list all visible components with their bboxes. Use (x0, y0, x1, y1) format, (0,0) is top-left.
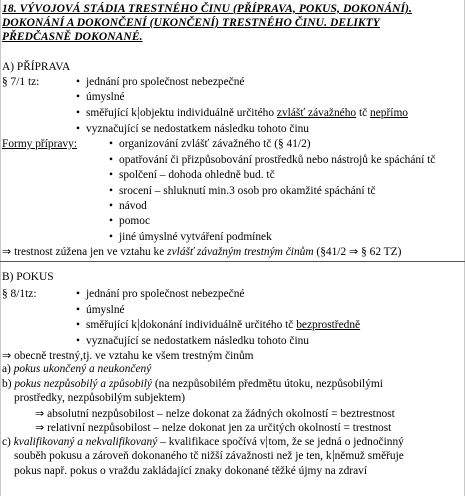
priprava-bullet-3: • směřující k objektu individuálně určitého zvlášť závažného tč nepřímo (86, 107, 408, 120)
title-line-3: PŘEDČASNĚ DOKONANÉ. (2, 31, 143, 43)
pokus-item-b: b) pokus nezpůsobilý a způsobilý (na nezpůsobilém předmětu útoku, nezpůsobilými (2, 378, 383, 390)
page-border-left (0, 0, 1, 496)
arrow-icon: ⇒ (35, 421, 45, 434)
pokus-note: ⇒ obecně trestný,tj. ve vztahu ke všem trestným činům (2, 349, 254, 362)
section-heading-pokus: B) POKUS (2, 271, 54, 283)
pokus-item-b-cont: prostředky, nezpůsobilým subjektem) (14, 392, 186, 404)
forma-5: • návod (119, 200, 147, 213)
arrow-icon: ⇒ (2, 245, 12, 258)
pokus-item-c: c) kvalifikovaný a nekvalifikovaný – kvalifikace spočívá v tom, že se jedná o jednočinný (2, 436, 404, 448)
relativni-nezpusobilost: ⇒ relativní nezpůsobilost – nelze dokonat jen za určitých okolností = trestnost (35, 421, 392, 434)
pokus-bullet-1: • jednání pro společnost nebezpečné (86, 288, 244, 301)
pokus-item-a: a) pokus ukončený a neukončený (2, 363, 152, 375)
forma-7: • jiné úmyslné vytváření podmínek (119, 231, 272, 244)
pokus-item-c-cont-2: pokus např. pokus o vraždu zakládající znaky dokonané těžké újmy na zdraví (14, 465, 367, 477)
arrow-icon: ⇒ (35, 407, 45, 420)
section-divider (0, 261, 465, 262)
forma-4: • srocení – shluknutí min.3 osob pro okamžité spáchání tč (119, 185, 376, 198)
priprava-bullet-1: • jednání pro společnost nebezpečné (86, 76, 244, 89)
arrow-icon: ⇒ (349, 245, 359, 258)
absolutni-nezpusobilost: ⇒ absolutní nezpůsobilost – nelze dokonat za žádných okolností = beztrestnost (35, 407, 395, 420)
arrow-icon: ⇒ (2, 349, 12, 362)
pokus-bullet-4: • vyznačující se nedostatkem následku tohoto činu (86, 335, 309, 348)
priprava-bullet-4: • vyznačující se nedostatkem následku tohoto činu (86, 123, 309, 136)
pokus-item-c-cont-1: souběh pokusu a zároveň dokonaného tč nižší závažnosti než je ten, k němuž směřuje (14, 450, 404, 462)
pokus-bullet-2: • úmyslné (86, 304, 125, 317)
forma-3: • spolčení – dohoda ohledně bud. tč (119, 169, 275, 182)
pokus-paragraph-ref: § 8/1tz: (2, 288, 37, 300)
section-heading-priprava: A) PŘÍPRAVA (2, 61, 71, 73)
priprava-bullet-2: • úmyslné (86, 91, 125, 104)
formy-pripravy-label: Formy přípravy: (2, 138, 77, 150)
forma-1: • organizování zvlášť závažného tč (§ 41/2) (119, 138, 311, 151)
priprava-note: ⇒ trestnost zúžena jen ve vztahu ke zvlášť závažným trestným činům (§41/2 ⇒ § 62 TZ) (2, 245, 402, 258)
title-line-1: 18. VÝVOJOVÁ STÁDIA TRESTNÉHO ČINU (PŘÍPRAVA, POKUS, DOKONÁNÍ). (2, 3, 413, 15)
forma-6: • pomoc (119, 215, 150, 228)
forma-2: • opatřování či přizpůsobování prostředků nebo nástrojů ke spáchání tč (119, 154, 435, 167)
priprava-paragraph-ref: § 7/1 tz: (2, 76, 40, 88)
title-line-2: DOKONÁNÍ A DOKONČENÍ (UKONČENÍ) TRESTNÉHO ČINU. DELIKTY (2, 17, 380, 29)
pokus-bullet-3: • směřující k dokonání individuálně určitého tč bezprostředně (86, 319, 360, 332)
